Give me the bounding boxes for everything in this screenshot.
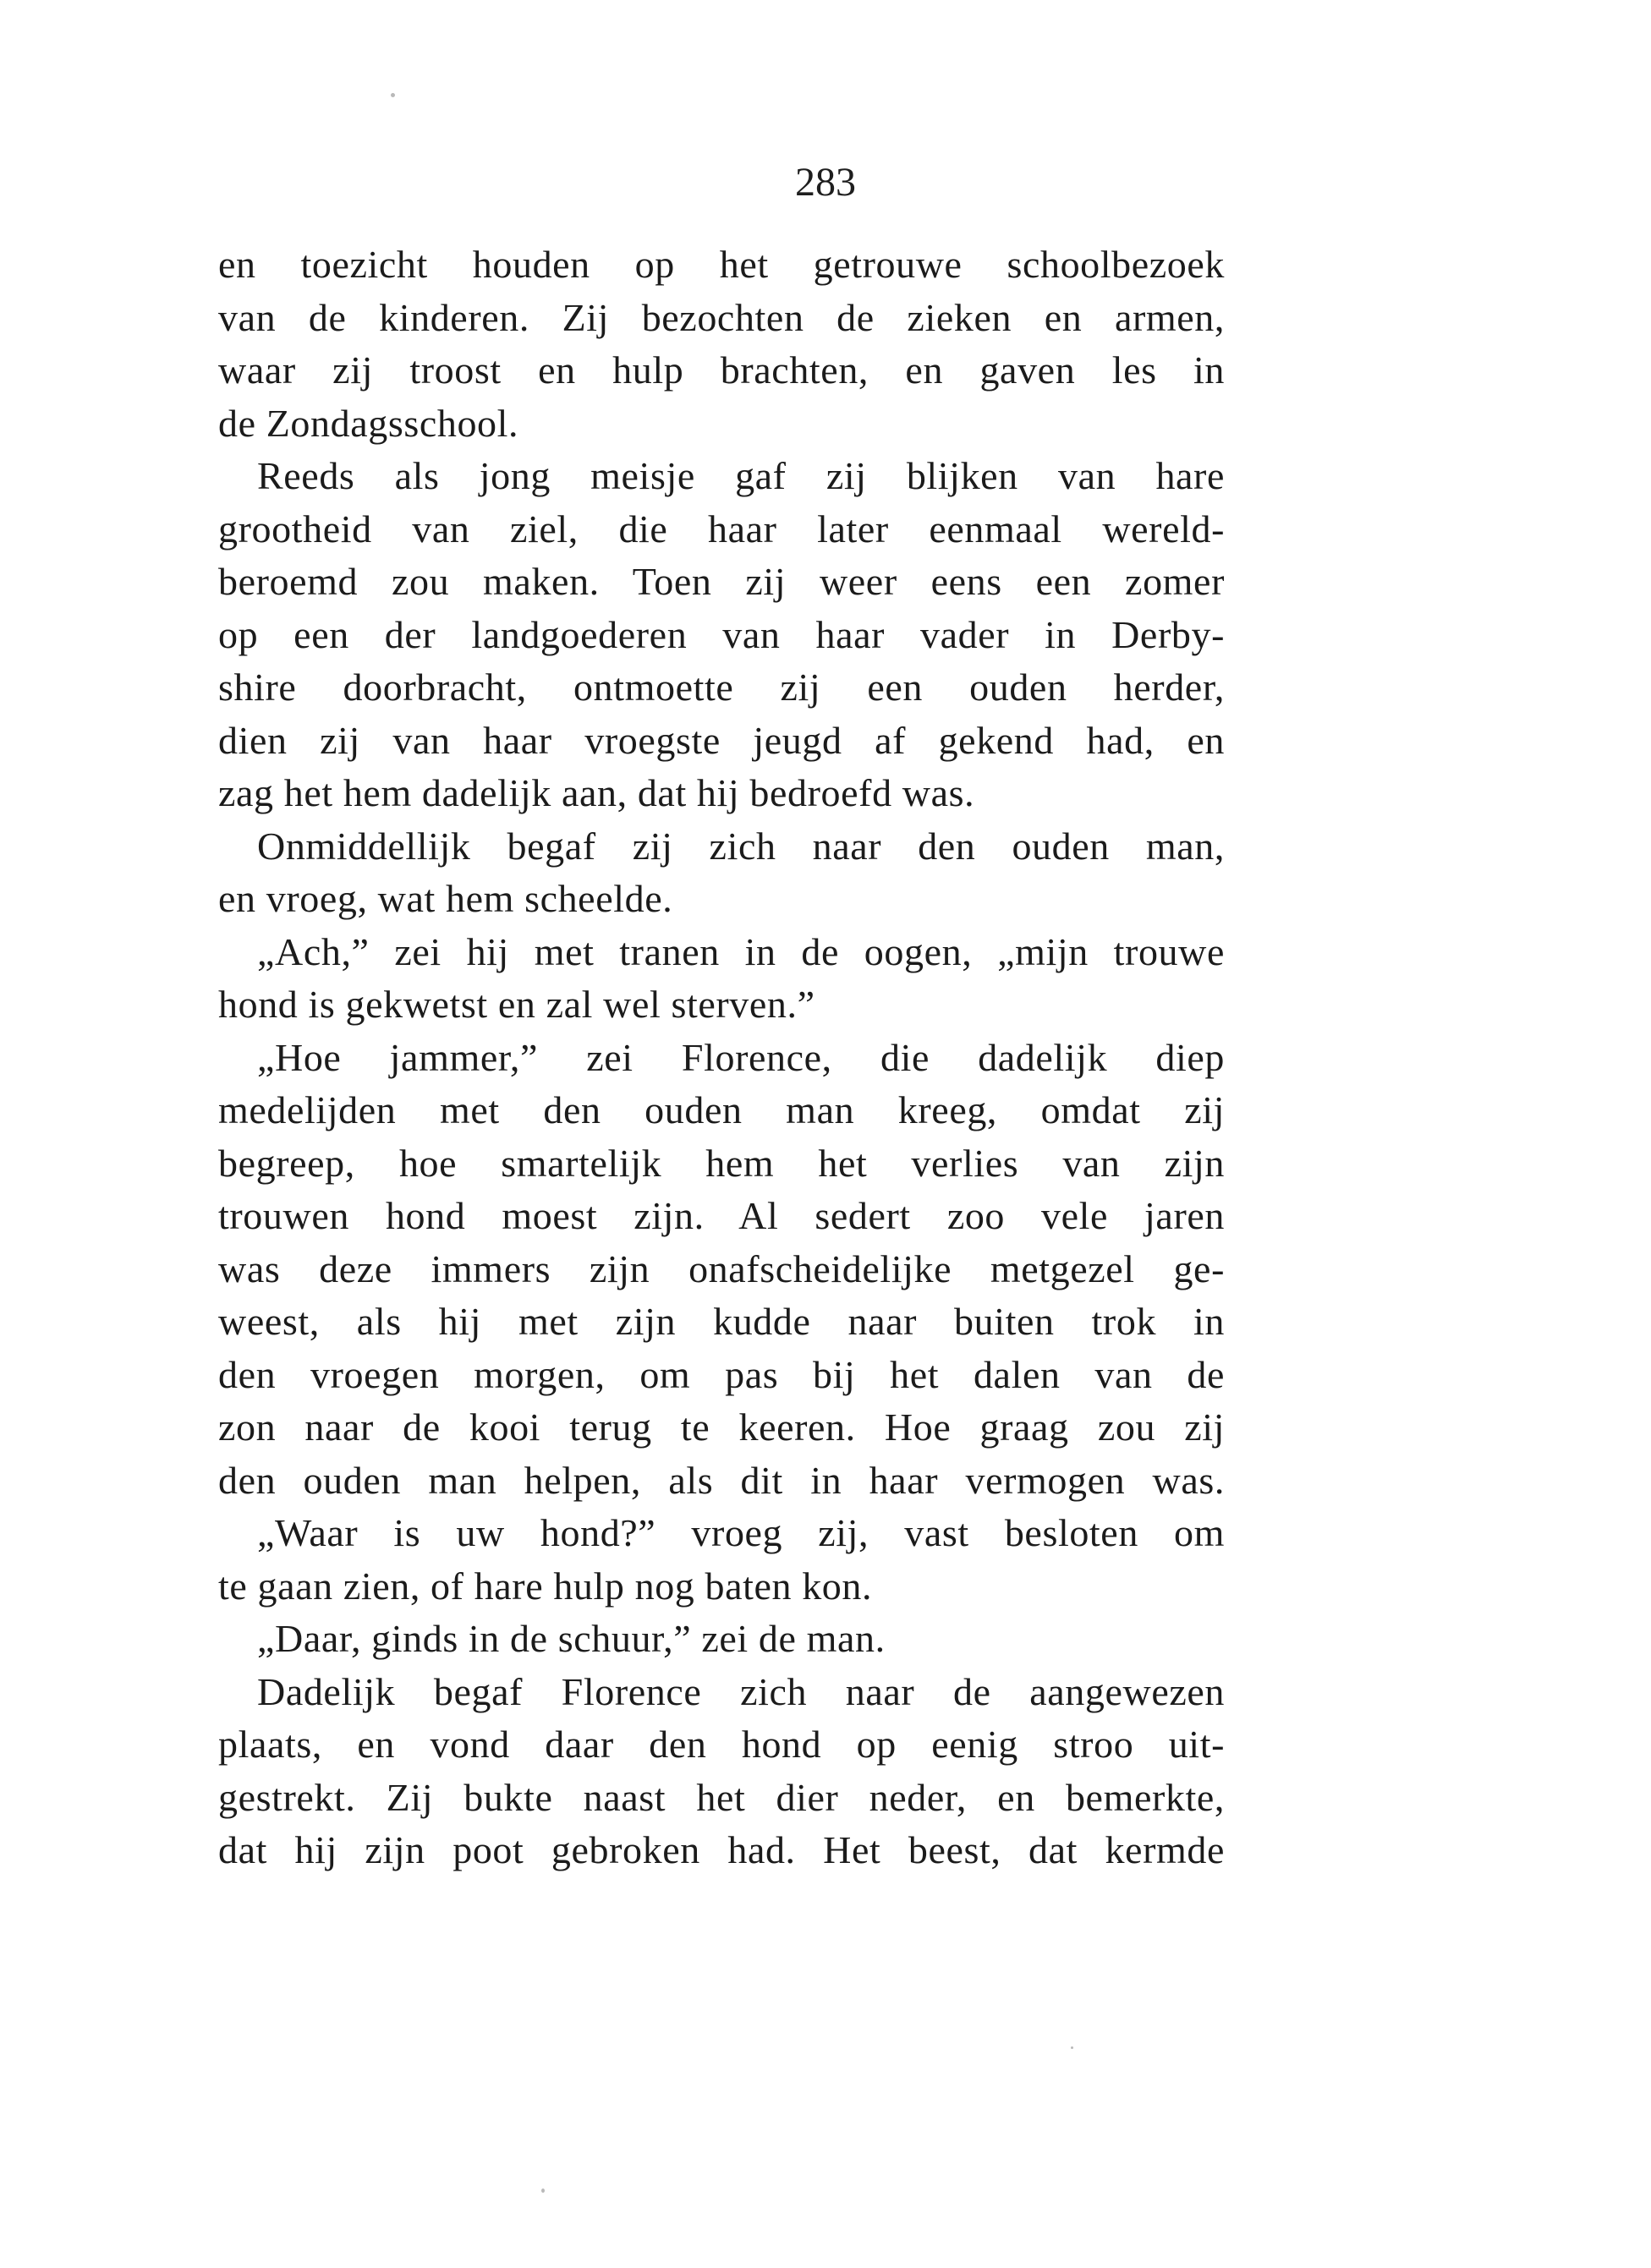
scan-speck [391,93,395,97]
text-line: Reeds als jong meisje gaf zij blijken van hare [257,454,1225,497]
text-line: hond is gekwetst en zal wel sterven.” [218,983,815,1026]
text-line: begreep, hoe smartelijk hem het verlies van zijn [218,1141,1225,1185]
text-line: van de kinderen. Zij bezochten de zieken en armen, [218,295,1225,339]
text-line: „Waar is uw hond?” vroeg zij, vast besloten om [257,1511,1225,1554]
text-line: grootheid van ziel, die haar later eenmaal wereld- [218,507,1225,551]
text-line: en vroeg, wat hem scheelde. [218,877,673,920]
text-line: shire doorbracht, ontmoette zij een ouden herder, [218,666,1225,709]
scan-speck [541,2189,545,2193]
text-line: gestrekt. Zij bukte naast het dier neder, en bemerkte, [218,1775,1225,1819]
text-line: „Hoe jammer,” zei Florence, die dadelijk diep [257,1035,1225,1079]
text-line: medelijden met den ouden man kreeg, omdat zij [218,1088,1225,1131]
text-line: „Ach,” zei hij met tranen in de oogen, „mijn trouwe [257,929,1225,973]
text-line: weest, als hij met zijn kudde naar buiten trok in [218,1300,1225,1343]
text-line: Onmiddellijk begaf zij zich naar den ouden man, [257,824,1225,868]
text-line: plaats, en vond daar den hond op eenig stroo uit- [218,1723,1225,1766]
text-line: „Daar, ginds in de schuur,” zei de man. [257,1617,886,1660]
text-line: te gaan zien, of hare hulp nog baten kon. [218,1564,873,1608]
text-line: zon naar de kooi terug te keeren. Hoe graag zou zij [218,1405,1225,1449]
body-text [218,238,1225,1877]
text-line: Dadelijk begaf Florence zich naar de aangewezen [257,1669,1225,1713]
text-line: op een der landgoederen van haar vader in Derby- [218,612,1225,656]
text-line: dat hij zijn poot gebroken had. Het beest, dat kermde [218,1828,1225,1871]
text-line: en toezicht houden op het getrouwe schoolbezoek [218,243,1225,286]
text-line: zag het hem dadelijk aan, dat hij bedroefd was. [218,771,975,814]
text-line: dien zij van haar vroegste jeugd af gekend had, en [218,718,1225,762]
text-line: den ouden man helpen, als dit in haar vermogen was. [218,1458,1225,1502]
text-line: beroemd zou maken. Toen zij weer eens een zomer [218,560,1225,603]
text-line: waar zij troost en hulp brachten, en gaven les in [218,348,1225,392]
scan-speck [1071,2046,1073,2049]
text-line: trouwen hond moest zijn. Al sedert zoo vele jaren [218,1194,1225,1237]
page-number: 283 [795,160,856,205]
text-line: de Zondagsschool. [218,401,519,445]
text-line: den vroegen morgen, om pas bij het dalen van de [218,1352,1225,1396]
text-line: was deze immers zijn onafscheidelijke metgezel ge- [218,1246,1225,1290]
